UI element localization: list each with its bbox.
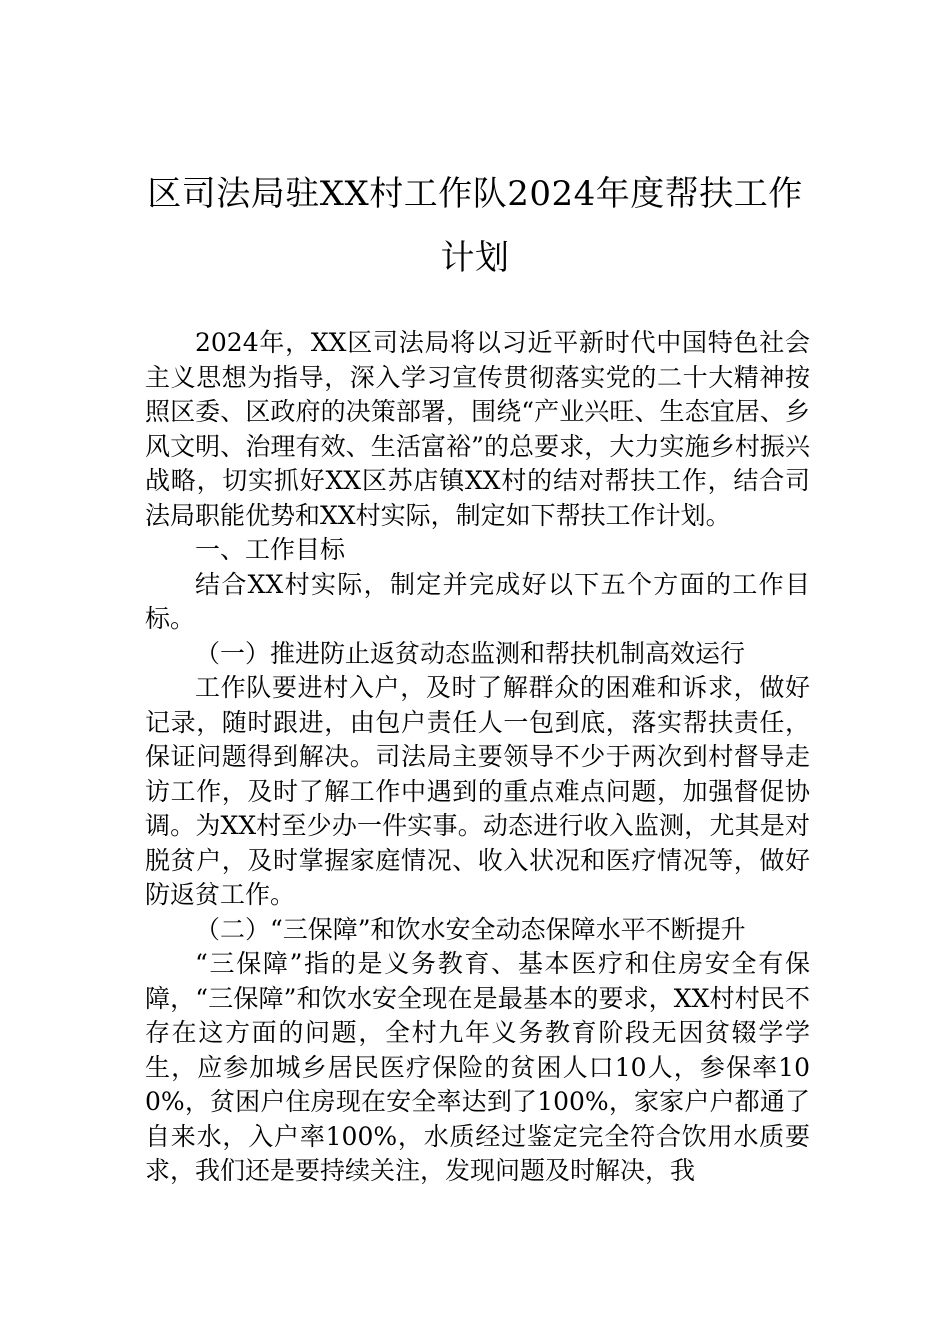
paragraph-intro: 2024年，XX区司法局将以习近平新时代中国特色社会主义思想为指导，深入学习宣传贯彻落实党的二十大精神按照区委、区政府的决策部署，围绕“产业兴旺、生态宜居、乡风文明、治理有效、生活富裕”的总要求，大力实施乡村振兴战略，切实抓好XX区苏店镇XX村的结对帮扶工作，结合司法局职能优势和XX村实际，制定如下帮扶工作计划。 [145, 328, 810, 530]
subsection-heading-1: （一）推进防止返贫动态监测和帮扶机制高效运行 [195, 638, 746, 668]
section-heading-1: 一、工作目标 [195, 535, 346, 564]
paragraph-three-guarantees: “三保障”指的是义务教育、基本医疗和住房安全有保障，“三保障”和饮水安全现在是最基本的要求，XX村村民不存在这方面的问题，全村九年义务教育阶段无因贫辍学学生，应参加城乡居民医疗保险的贫困人口10人，参保率100%，贫困户住房现在安全率达到了100%，家家户户都通了自来水，入户率100%，水质经过鉴定完全符合饮用水质要求，我们还是要持续关注，发现问题及时解决，我 [145, 949, 810, 1185]
document-title: 区司法局驻XX村工作队2024年度帮扶工作计划 [147, 174, 803, 278]
subsection-heading-2: （二）“三保障”和饮水安全动态保障水平不断提升 [195, 914, 746, 944]
paragraph-monitoring: 工作队要进村入户，及时了解群众的困难和诉求，做好记录，随时跟进，由包户责任人一包到底，落实帮扶责任，保证问题得到解决。司法局主要领导不少于两次到村督导走访工作，及时了解工作中遇到的重点难点问题，加强督促协调。为XX村至少办一件实事。动态进行收入监测，尤其是对脱贫户，及时掌握家庭情况、收入状况和医疗情况等，做好防返贫工作。 [145, 673, 810, 909]
document-body [145, 326, 810, 1189]
paragraph-goals: 结合XX村实际，制定并完成好以下五个方面的工作目标。 [145, 569, 810, 633]
